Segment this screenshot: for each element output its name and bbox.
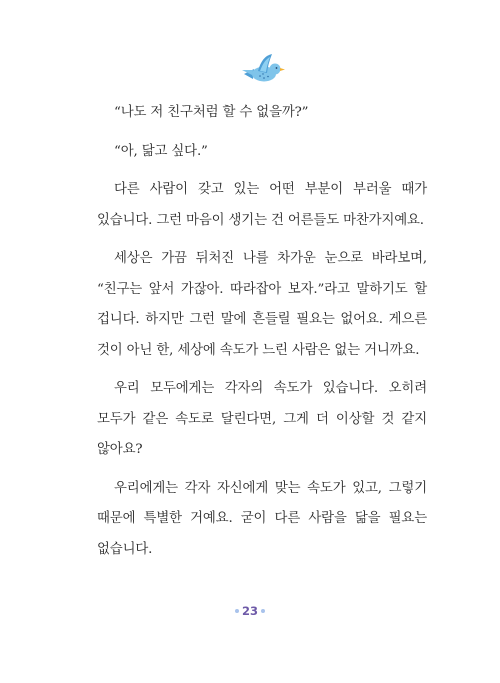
paragraph-special: 우리에게는 각자 자신에게 맞는 속도가 있고, 그렇기 때문에 특별한 거예요. 굳이 다른 사람을 닮을 필요는 없습니다. bbox=[97, 480, 427, 557]
page-number bbox=[0, 604, 500, 618]
page-number-right-dot bbox=[261, 609, 265, 613]
paragraph-quote-1: “나도 저 친구처럼 할 수 없을까?” bbox=[114, 105, 309, 120]
page-number-left-dot bbox=[235, 609, 239, 613]
paragraph-world-pace: 세상은 가끔 뒤처진 나를 차가운 눈으로 바라보며, “친구는 앞서 가잖아. 따라잡아 보자.”라고 말하기도 할 겁니다. 하지만 그런 말에 흔들릴 필요는 없어요. 게으른 것이 아닌 한, 세상에 속도가 느린 사람은 없는 거니까요. bbox=[97, 251, 427, 358]
paragraph-envy: 다른 사람이 갖고 있는 어떤 부분이 부러울 때가 있습니다. 그런 마음이 생기는 건 어른들도 마찬가지예요. bbox=[97, 182, 427, 228]
paragraph-own-pace: 우리 모두에게는 각자의 속도가 있습니다. 오히려 모두가 같은 속도로 달린다면, 그게 더 이상할 것 같지 않아요? bbox=[97, 381, 427, 457]
page-number-value: 23 bbox=[241, 604, 258, 618]
bluebird-icon bbox=[240, 52, 288, 88]
paragraph-quote-2: “아, 닮고 싶다.” bbox=[114, 143, 208, 159]
body-text bbox=[97, 98, 427, 573]
